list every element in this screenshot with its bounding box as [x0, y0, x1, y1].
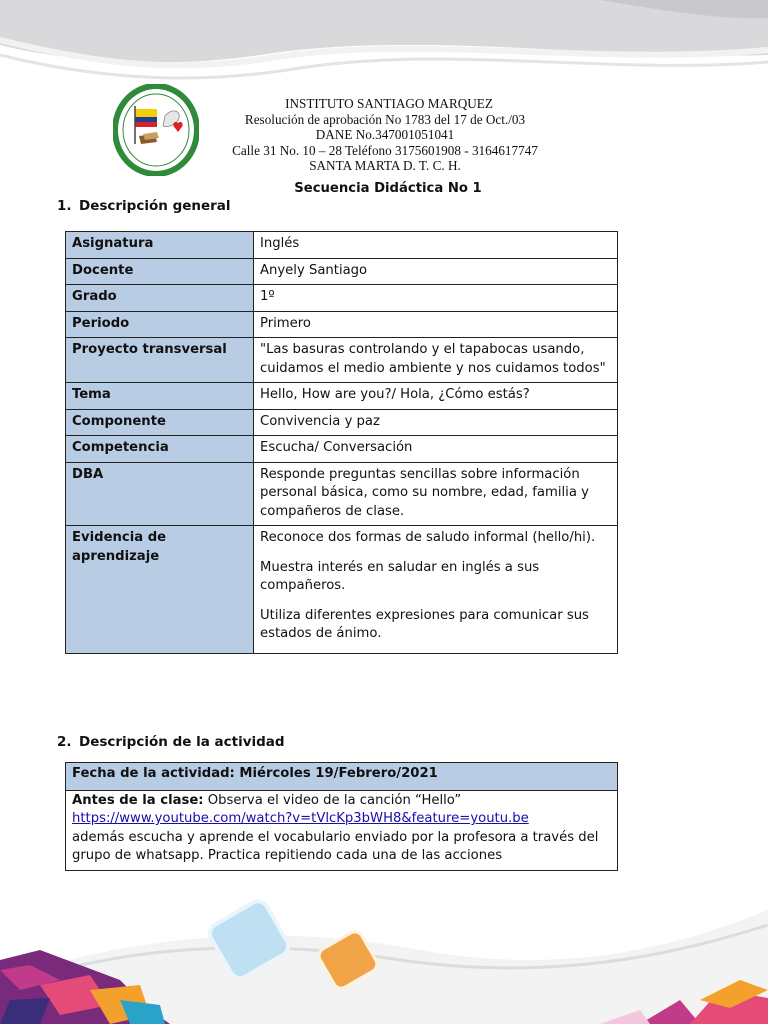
- row-label: Asignatura: [66, 232, 254, 259]
- before-class-label: Antes de la clase:: [72, 792, 204, 808]
- row-label: Periodo: [66, 311, 254, 338]
- row-label: Competencia: [66, 436, 254, 463]
- row-value: Primero: [254, 311, 618, 338]
- table-row: [66, 285, 618, 312]
- institution-name: INSTITUTO SANTIAGO MARQUEZ: [285, 96, 493, 111]
- row-label: Tema: [66, 383, 254, 410]
- row-value: Convivencia y paz: [254, 409, 618, 436]
- section-2-heading: [57, 734, 285, 750]
- address-phone: Calle 31 No. 10 – 28 Teléfono 3175601908 - 3164617747: [232, 142, 538, 158]
- table-row: [66, 232, 618, 259]
- section-1-number: 1.: [57, 198, 72, 214]
- row-value: 1º: [254, 285, 618, 312]
- row-value: "Las basuras controlando y el tapabocas usando, cuidamos el medio ambiente y nos cuidamos todos": [254, 338, 618, 383]
- institution-header: [0, 96, 768, 174]
- row-label: Grado: [66, 285, 254, 312]
- row-value: Inglés: [254, 232, 618, 259]
- row-label: Componente: [66, 409, 254, 436]
- row-label: Evidencia de aprendizaje: [66, 526, 254, 654]
- row-label: Proyecto transversal: [66, 338, 254, 383]
- table-row: [66, 409, 618, 436]
- section-1-heading: [57, 198, 231, 214]
- video-link[interactable]: https://www.youtube.com/watch?v=tVlcKp3bWH8&feature=youtu.be: [72, 811, 529, 826]
- city-line: SANTA MARTA D. T. C. H.: [309, 158, 461, 174]
- table-row: [66, 338, 618, 383]
- table-row: [66, 258, 618, 285]
- approval-resolution: Resolución de aprobación No 1783 del 17 de Oct./03: [244, 111, 526, 127]
- table-row: [66, 436, 618, 463]
- table-row: [66, 526, 618, 654]
- section-1-title: Descripción general: [79, 198, 231, 214]
- row-value: Anyely Santiago: [254, 258, 618, 285]
- general-description-table: [65, 231, 618, 654]
- section-2-title: Descripción de la actividad: [79, 734, 285, 750]
- footer-decoration: [0, 880, 768, 1024]
- table-row: [66, 790, 618, 870]
- row-value: Responde preguntas sencillas sobre información personal básica, como su nombre, edad, familia y compañeros de clase.: [254, 462, 618, 526]
- after-link-text: además escucha y aprende el vocabulario enviado por la profesora a través del grupo de whatsapp. Practica repitiendo cada una de las acciones: [72, 829, 599, 863]
- row-value: Escucha/ Conversación: [254, 436, 618, 463]
- activity-table: [65, 762, 618, 871]
- table-row: [66, 763, 618, 791]
- before-class-text: Observa el video de la canción “Hello”: [203, 792, 462, 808]
- activity-date: Fecha de la actividad: Miércoles 19/Febrero/2021: [66, 763, 618, 791]
- row-value: Reconoce dos formas de saludo informal (hello/hi). Muestra interés en saludar en inglés a sus compañeros. Utiliza diferentes expresiones para comunicar sus estados de ánimo.: [254, 526, 618, 654]
- table-row: [66, 383, 618, 410]
- table-row: [66, 462, 618, 526]
- row-label: DBA: [66, 462, 254, 526]
- row-label: Docente: [66, 258, 254, 285]
- dane-number: DANE No.347001051041: [315, 127, 455, 143]
- activity-description: [66, 790, 618, 870]
- section-2-number: 2.: [57, 734, 72, 750]
- row-value: Hello, How are you?/ Hola, ¿Cómo estás?: [254, 383, 618, 410]
- table-row: [66, 311, 618, 338]
- sequence-title: Secuencia Didáctica No 1: [294, 181, 482, 196]
